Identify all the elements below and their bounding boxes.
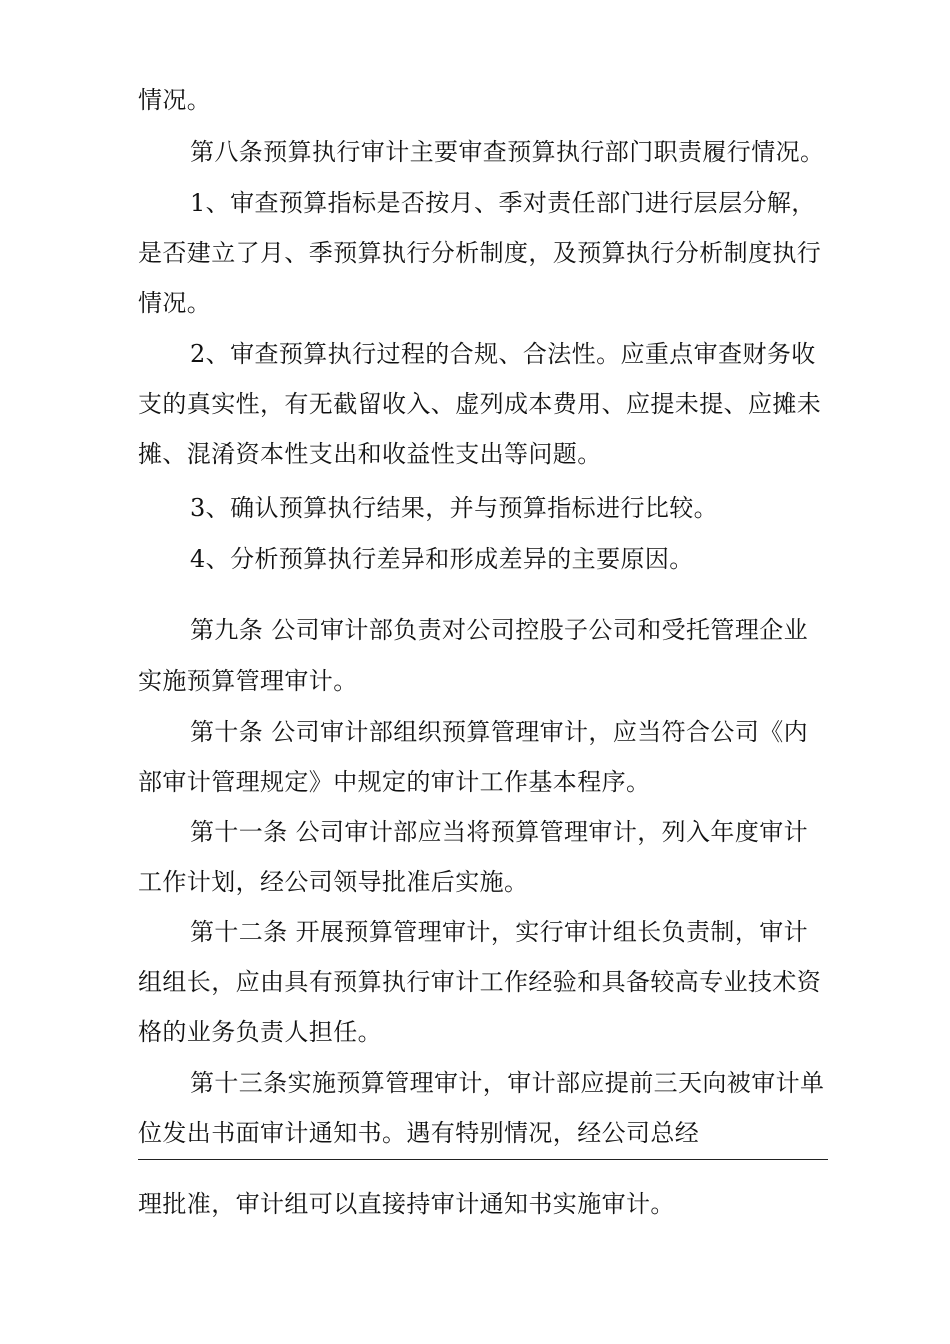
article-13-line: 第十三条实施预算管理审计，审计部应提前三天向被审计单: [190, 1069, 825, 1097]
paragraph-line: 工作计划，经公司领导批准后实施。: [138, 868, 529, 896]
paragraph-line: 摊、混淆资本性支出和收益性支出等问题。: [138, 440, 602, 468]
list-item-3-line: 3、确认预算执行结果，并与预算指标进行比较。: [190, 494, 719, 522]
article-11-line: 第十一条 公司审计部应当将预算管理审计，列入年度审计: [190, 818, 809, 846]
article-12-line: 第十二条 开展预算管理审计，实行审计组长负责制，审计: [190, 918, 809, 946]
list-item-2-line: 2、审查预算执行过程的合规、合法性。应重点审查财务收: [190, 340, 816, 368]
article-8-heading: 第八条预算执行审计主要审查预算执行部门职责履行情况。: [190, 138, 825, 166]
article-10-line: 第十条 公司审计部组织预算管理审计，应当符合公司《内: [190, 718, 809, 746]
paragraph-line: 组组长，应由具有预算执行审计工作经验和具备较高专业技术资: [138, 968, 822, 996]
paragraph-line: 实施预算管理审计。: [138, 667, 358, 695]
list-item-4-line: 4、分析预算执行差异和形成差异的主要原因。: [190, 545, 694, 573]
paragraph-line: 位发出书面审计通知书。遇有特别情况，经公司总经: [138, 1119, 700, 1147]
article-9-line: 第九条 公司审计部负责对公司控股子公司和受托管理企业: [190, 616, 809, 644]
list-item-1-line: 1、审查预算指标是否按月、季对责任部门进行层层分解，: [190, 189, 816, 217]
paragraph-line: 格的业务负责人担任。: [138, 1018, 382, 1046]
footnote-divider: [138, 1159, 828, 1160]
paragraph-line: 是否建立了月、季预算执行分析制度，及预算执行分析制度执行: [138, 239, 822, 267]
footer-continuation-line: 理批准，审计组可以直接持审计通知书实施审计。: [138, 1190, 675, 1218]
paragraph-line: 部审计管理规定》中规定的审计工作基本程序。: [138, 768, 651, 796]
paragraph-line: 情况。: [138, 86, 212, 114]
paragraph-line: 支的真实性，有无截留收入、虚列成本费用、应提未提、应摊未: [138, 390, 822, 418]
paragraph-line: 情况。: [138, 289, 212, 317]
